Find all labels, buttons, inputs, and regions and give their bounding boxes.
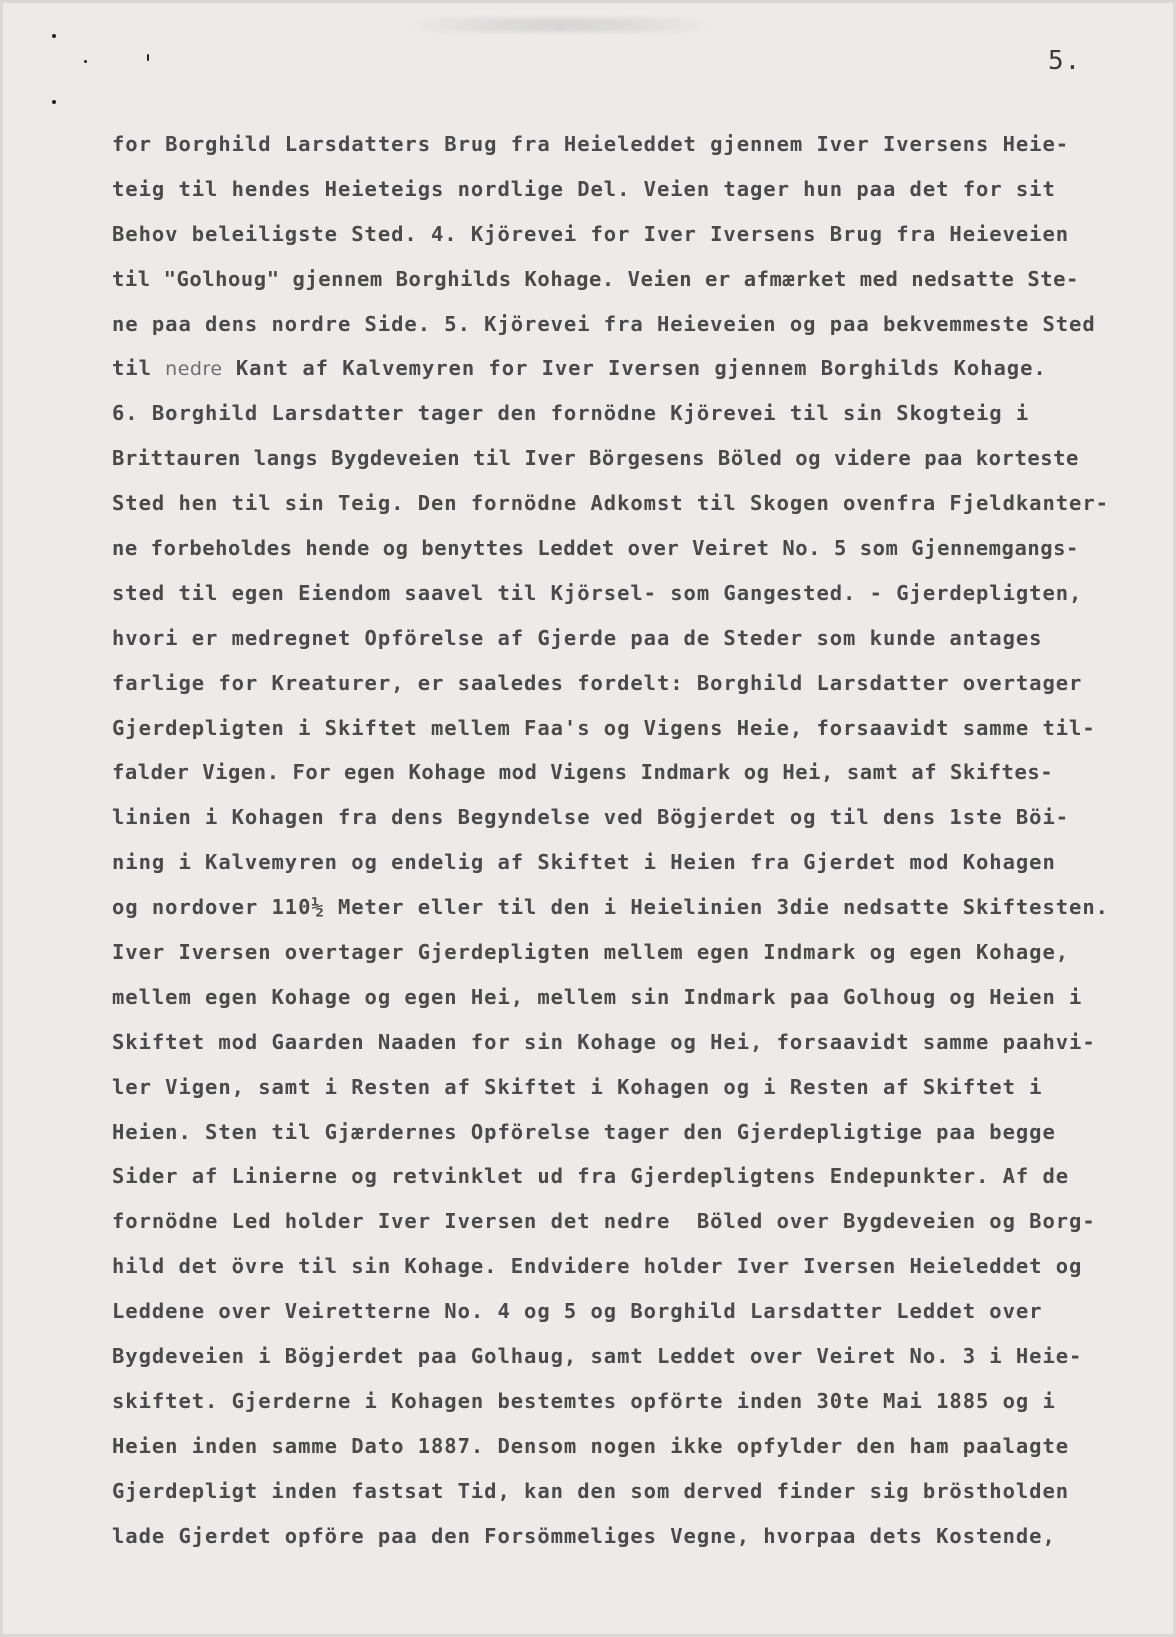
scan-mark-top bbox=[84, 60, 87, 63]
line-text: og nordover 110½ Meter eller til den i Heielinien 3die nedsatte Skiftesten. bbox=[112, 895, 1109, 920]
line-text: Gjerdepligten i Skiftet mellem Faa's og Vigens Heie, forsaavidt samme til- bbox=[112, 715, 1096, 740]
line-text: Kant af Kalvemyren for Iver Iversen gjennem Borghilds Kohage. bbox=[222, 356, 1047, 381]
bleed-through-shadow bbox=[410, 18, 710, 32]
page-number: 5. bbox=[1048, 46, 1082, 76]
line-text: Brittauren langs Bygdeveien til Iver Börgesens Böled og videre paa korteste bbox=[112, 446, 1079, 471]
line-text: ne paa dens nordre Side. 5. Kjörevei fra Heieveien og paa bekvemmeste Sted bbox=[112, 311, 1096, 336]
text-line bbox=[112, 1020, 1112, 1065]
text-line bbox=[112, 661, 1112, 706]
line-text: Behov beleiligste Sted. 4. Kjörevei for Iver Iversens Brug fra Heieveien bbox=[112, 221, 1070, 246]
text-line bbox=[112, 1334, 1112, 1379]
line-text: Heien inden samme Dato 1887. Densom nogen ikke opfylder den ham paalagte bbox=[112, 1433, 1070, 1458]
line-text: til "Golhoug" gjennem Borghilds Kohage. Veien er afmærket med nedsatte Ste- bbox=[112, 266, 1079, 291]
text-line bbox=[112, 212, 1112, 257]
text-line bbox=[112, 616, 1112, 661]
text-line bbox=[112, 1379, 1112, 1424]
line-text: for Borghild Larsdatters Brug fra Heieleddet gjennem Iver Iversens Heie- bbox=[112, 132, 1070, 156]
text-line bbox=[112, 840, 1112, 885]
line-text: til bbox=[112, 356, 166, 381]
text-line bbox=[112, 795, 1112, 840]
line-text: linien i Kohagen fra dens Begyndelse ved Bögjerdet og til dens 1ste Böi- bbox=[112, 805, 1070, 830]
text-line bbox=[112, 1289, 1112, 1334]
line-text: Gjerdepligt inden fastsat Tid, kan den som derved finder sig bröstholden bbox=[112, 1478, 1070, 1503]
scan-mark-left bbox=[52, 100, 56, 104]
text-line bbox=[112, 930, 1112, 975]
line-text: farlige for Kreaturer, er saaledes fordelt: Borghild Larsdatter overtager bbox=[112, 670, 1083, 695]
line-text: Leddene over Veiretterne No. 4 og 5 og Borghild Larsdatter Leddet over bbox=[112, 1299, 1043, 1324]
text-line bbox=[112, 885, 1112, 930]
line-text: ning i Kalvemyren og endelig af Skiftet i Heien fra Gjerdet mod Kohagen bbox=[112, 850, 1056, 875]
inserted-word: nedre bbox=[165, 358, 223, 381]
text-line bbox=[112, 706, 1112, 751]
line-text: hvori er medregnet Opförelse af Gjerde paa de Steder som kunde antages bbox=[112, 625, 1043, 650]
line-text: ler Vigen, samt i Resten af Skiftet i Kohagen og i Resten af Skiftet i bbox=[112, 1074, 1043, 1099]
line-text: mellem egen Kohage og egen Hei, mellem sin Indmark paa Golhoug og Heien i bbox=[112, 984, 1083, 1009]
text-line bbox=[112, 1244, 1112, 1289]
text-line bbox=[112, 975, 1112, 1020]
line-text: lade Gjerdet opföre paa den Forsömmeliges Vegne, hvorpaa dets Kostende, bbox=[112, 1523, 1056, 1548]
line-text: teig til hendes Heieteigs nordlige Del. Veien tager hun paa det for sit bbox=[112, 176, 1056, 201]
line-text: skiftet. Gjerderne i Kohagen bestemtes opförte inden 30te Mai 1885 og i bbox=[112, 1388, 1056, 1413]
text-line bbox=[112, 391, 1112, 436]
line-text: sted til egen Eiendom saavel til Kjörsel- som Gangested. - Gjerdepligten, bbox=[112, 580, 1083, 605]
text-line bbox=[112, 436, 1112, 481]
text-line bbox=[112, 1065, 1112, 1110]
line-text: 6. Borghild Larsdatter tager den fornödne Kjörevei til sin Skogteig i bbox=[112, 401, 1030, 426]
line-text: Skiftet mod Gaarden Naaden for sin Kohage og Hei, forsaavidt samme paahvi- bbox=[112, 1029, 1096, 1054]
text-line bbox=[112, 481, 1112, 526]
text-line bbox=[112, 571, 1112, 616]
text-line bbox=[112, 1424, 1112, 1469]
scan-mark-top-left bbox=[52, 34, 56, 38]
line-text: falder Vigen. For egen Kohage mod Vigens Indmark og Hei, samt af Skiftes- bbox=[112, 760, 1054, 785]
typed-text-body bbox=[112, 122, 1112, 1559]
text-line bbox=[112, 346, 1112, 391]
line-text: Bygdeveien i Bögjerdet paa Golhaug, samt Leddet over Veiret No. 3 i Heie- bbox=[112, 1344, 1083, 1369]
line-text: hild det övre til sin Kohage. Endvidere holder Iver Iversen Heieleddet og bbox=[112, 1254, 1083, 1279]
text-line bbox=[112, 750, 1112, 795]
text-line bbox=[112, 526, 1112, 571]
text-line bbox=[112, 167, 1112, 212]
line-text: Sider af Linierne og retvinklet ud fra Gjerdepligtens Endepunkter. Af de bbox=[112, 1164, 1070, 1189]
line-text: fornödne Led holder Iver Iversen det nedre Böled over Bygdeveien og Borg- bbox=[112, 1209, 1096, 1234]
line-text: Iver Iversen overtager Gjerdepligten mellem egen Indmark og egen Kohage, bbox=[112, 940, 1070, 965]
line-text: ne forbeholdes hende og benyttes Leddet over Veiret No. 5 som Gjennemgangs- bbox=[112, 536, 1079, 561]
text-line bbox=[112, 1154, 1112, 1199]
text-line bbox=[112, 1514, 1112, 1559]
line-text: Sted hen til sin Teig. Den fornödne Adkomst til Skogen ovenfra Fjeldkanter- bbox=[112, 491, 1109, 516]
text-line bbox=[112, 1469, 1112, 1514]
text-line bbox=[112, 1110, 1112, 1155]
text-line bbox=[112, 122, 1112, 167]
scan-mark-tick bbox=[147, 54, 149, 61]
text-line bbox=[112, 1199, 1112, 1244]
line-text: Heien. Sten til Gjærdernes Opförelse tager den Gjerdepligtige paa begge bbox=[112, 1119, 1056, 1144]
text-line bbox=[112, 257, 1112, 302]
text-line bbox=[112, 302, 1112, 347]
